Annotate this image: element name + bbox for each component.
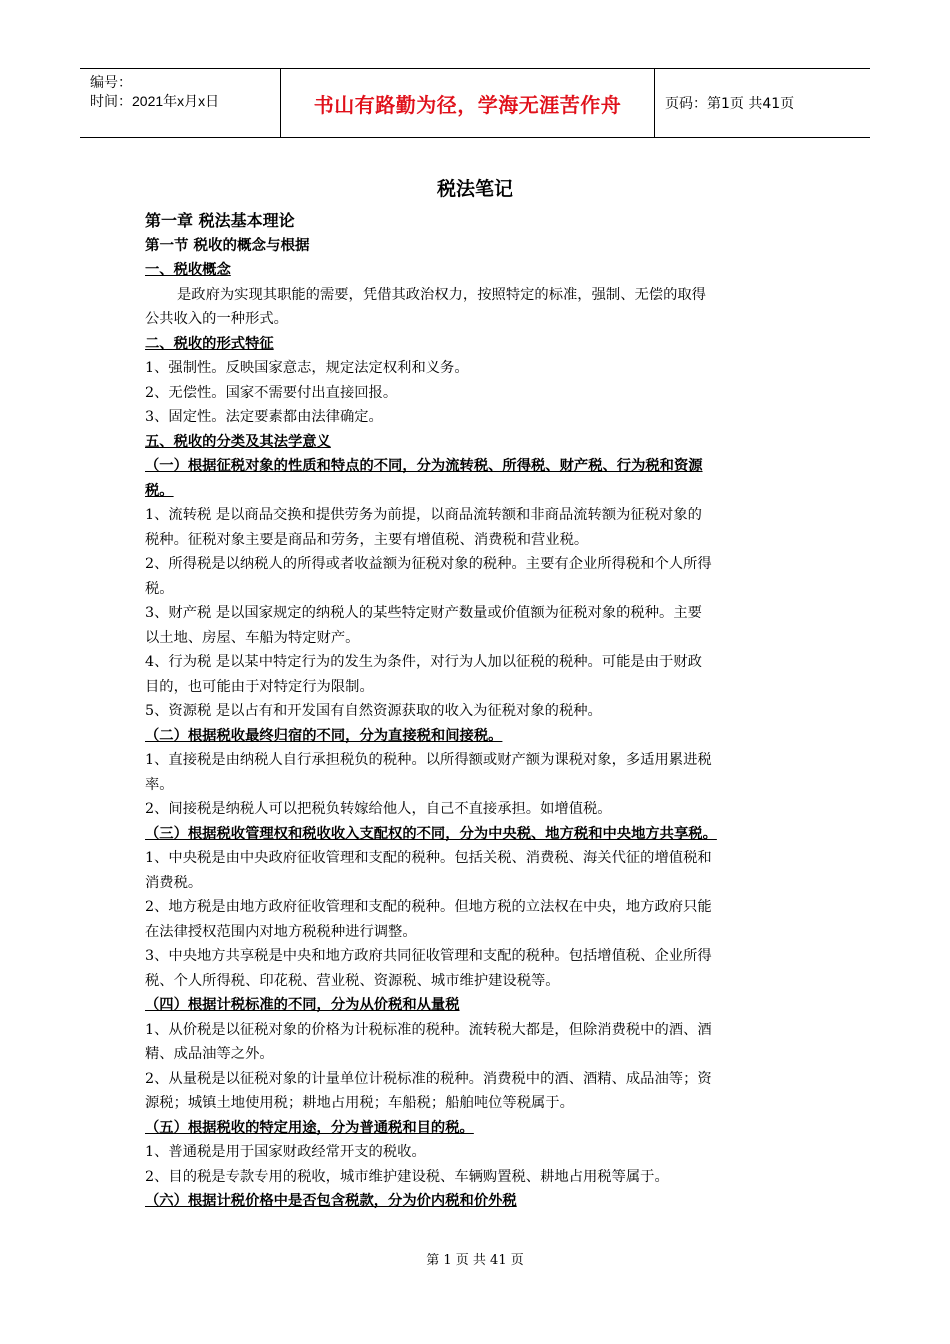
body-text-line: 3、中央地方共享税是中央和地方政府共同征收管理和支配的税种。包括增值税、企业所得 [145, 948, 712, 964]
body-text-line: 1、中央税是由中央政府征收管理和支配的税种。包括关税、消费税、海关代征的增值税和 [145, 850, 712, 866]
body-text-line: 1、强制性。反映国家意志，规定法定权利和义务。 [145, 360, 469, 376]
header-meta [80, 69, 281, 137]
body-text-line: 1、从价税是以征税对象的价格为计税标准的税种。流转税大都是，但除消费税中的酒、酒 [145, 1021, 712, 1038]
subheading-line: （二）根据税收最终归宿的不同，分为直接税和间接税。 [145, 727, 503, 744]
body-text-line: 1、流转税 是以商品交换和提供劳务为前提，以商品流转额和非商品流转额为征税对象的 [145, 507, 702, 523]
body-text-line: 4、行为税 是以某中特定行为的发生为条件，对行为人加以征税的税种。可能是由于财政 [145, 654, 702, 670]
document-number-label: 编号： [90, 74, 132, 90]
body-text-line: 2、从量税是以征税对象的计量单位计税标准的税种。消费税中的酒、酒精、成品油等；资 [145, 1070, 712, 1087]
subheading-line: 税。 [145, 482, 174, 499]
body-text-line: 2、无偿性。国家不需要付出直接回报。 [145, 384, 398, 401]
body-text-line: 税。 [145, 580, 174, 597]
body-text-line: 税种。征税对象主要是商品和劳务，主要有增值税、消费税和营业税。 [145, 531, 589, 548]
body-text-line: 1、直接税是由纳税人自行承担税负的税种。以所得额或财产额为课税对象，多适用累进税 [145, 752, 712, 768]
subheading-line: （六）根据计税价格中是否包含税款，分为价内税和价外税 [145, 1193, 517, 1209]
body-text-line: 率。 [145, 776, 174, 793]
body-text-line: 是政府为实现其职能的需要，凭借其政治权力，按照特定的标准，强制、无偿的取得 [177, 286, 706, 303]
body-text-line: 公共收入的一种形式。 [145, 311, 288, 327]
body-text-line: 目的，也可能由于对特定行为限制。 [145, 678, 374, 695]
subheading-line: 二、税收的形式特征 [145, 335, 274, 352]
body-text-line: 5、资源税 是以占有和开发国有自然资源获取的收入为征税对象的税种。 [145, 703, 602, 719]
subheading-line: （五）根据税收的特定用途，分为普通税和目的税。 [145, 1119, 474, 1136]
header-motto: 书山有路勤为径，学海无涯苦作舟 [313, 92, 622, 117]
subheading-line: （三）根据税收管理权和税收收入支配权的不同，分为中央税、地方税和中央地方共享税。 [145, 825, 717, 842]
header-motto-cell [281, 69, 655, 137]
document-title: 税法笔记 [436, 178, 513, 200]
page-header [80, 68, 870, 138]
body-text-line: 税、个人所得税、印花税、营业税、资源税、城市维护建设税等。 [145, 972, 560, 989]
chapter-heading: 第一章 税法基本理论 [145, 211, 295, 230]
body-text-line: 2、所得税是以纳税人的所得或者收益额为征税对象的税种。主要有企业所得税和个人所得 [145, 556, 712, 572]
document-body [145, 208, 809, 1214]
body-text-line: 2、目的税是专款专用的税收，城市维护建设税、车辆购置税、耕地占用税等属于。 [145, 1168, 669, 1185]
body-text-line: 2、间接税是纳税人可以把税负转嫁给他人，自己不直接承担。如增值税。 [145, 801, 612, 817]
subheading-line: （一）根据征税对象的性质和特点的不同，分为流转税、所得税、财产税、行为税和资源 [145, 458, 703, 474]
body-lines [145, 258, 809, 1214]
header-page-info: 页码：第1页 共41页 [665, 96, 795, 112]
body-text-line: 1、普通税是用于国家财政经常开支的税收。 [145, 1144, 426, 1160]
subheading-line: 一、税收概念 [145, 262, 231, 278]
body-text-line: 3、固定性。法定要素都由法律确定。 [145, 409, 383, 425]
body-text-line: 精、成品油等之外。 [145, 1046, 274, 1062]
body-text-line: 消费税。 [145, 874, 203, 891]
subheading-line: （四）根据计税标准的不同，分为从价税和从量税 [145, 997, 460, 1013]
subheading-line: 五、税收的分类及其法学意义 [145, 433, 331, 450]
document-date-label: 时间：2021年x月x日 [90, 93, 220, 109]
body-text-line: 2、地方税是由地方政府征收管理和支配的税种。但地方税的立法权在中央，地方政府只能 [145, 899, 712, 915]
body-text-line: 源税；城镇土地使用税；耕地占用税；车船税；船舶吨位等税属于。 [145, 1095, 574, 1111]
page-footer: 第 1 页 共 41 页 [426, 1253, 524, 1268]
section-heading: 第一节 税收的概念与根据 [145, 238, 310, 254]
body-text-line: 以土地、房屋、车船为特定财产。 [145, 629, 360, 646]
body-text-line: 3、财产税 是以国家规定的纳税人的某些特定财产数量或价值额为征税对象的税种。主要 [145, 605, 702, 621]
body-text-line: 在法律授权范围内对地方税税种进行调整。 [145, 923, 417, 940]
